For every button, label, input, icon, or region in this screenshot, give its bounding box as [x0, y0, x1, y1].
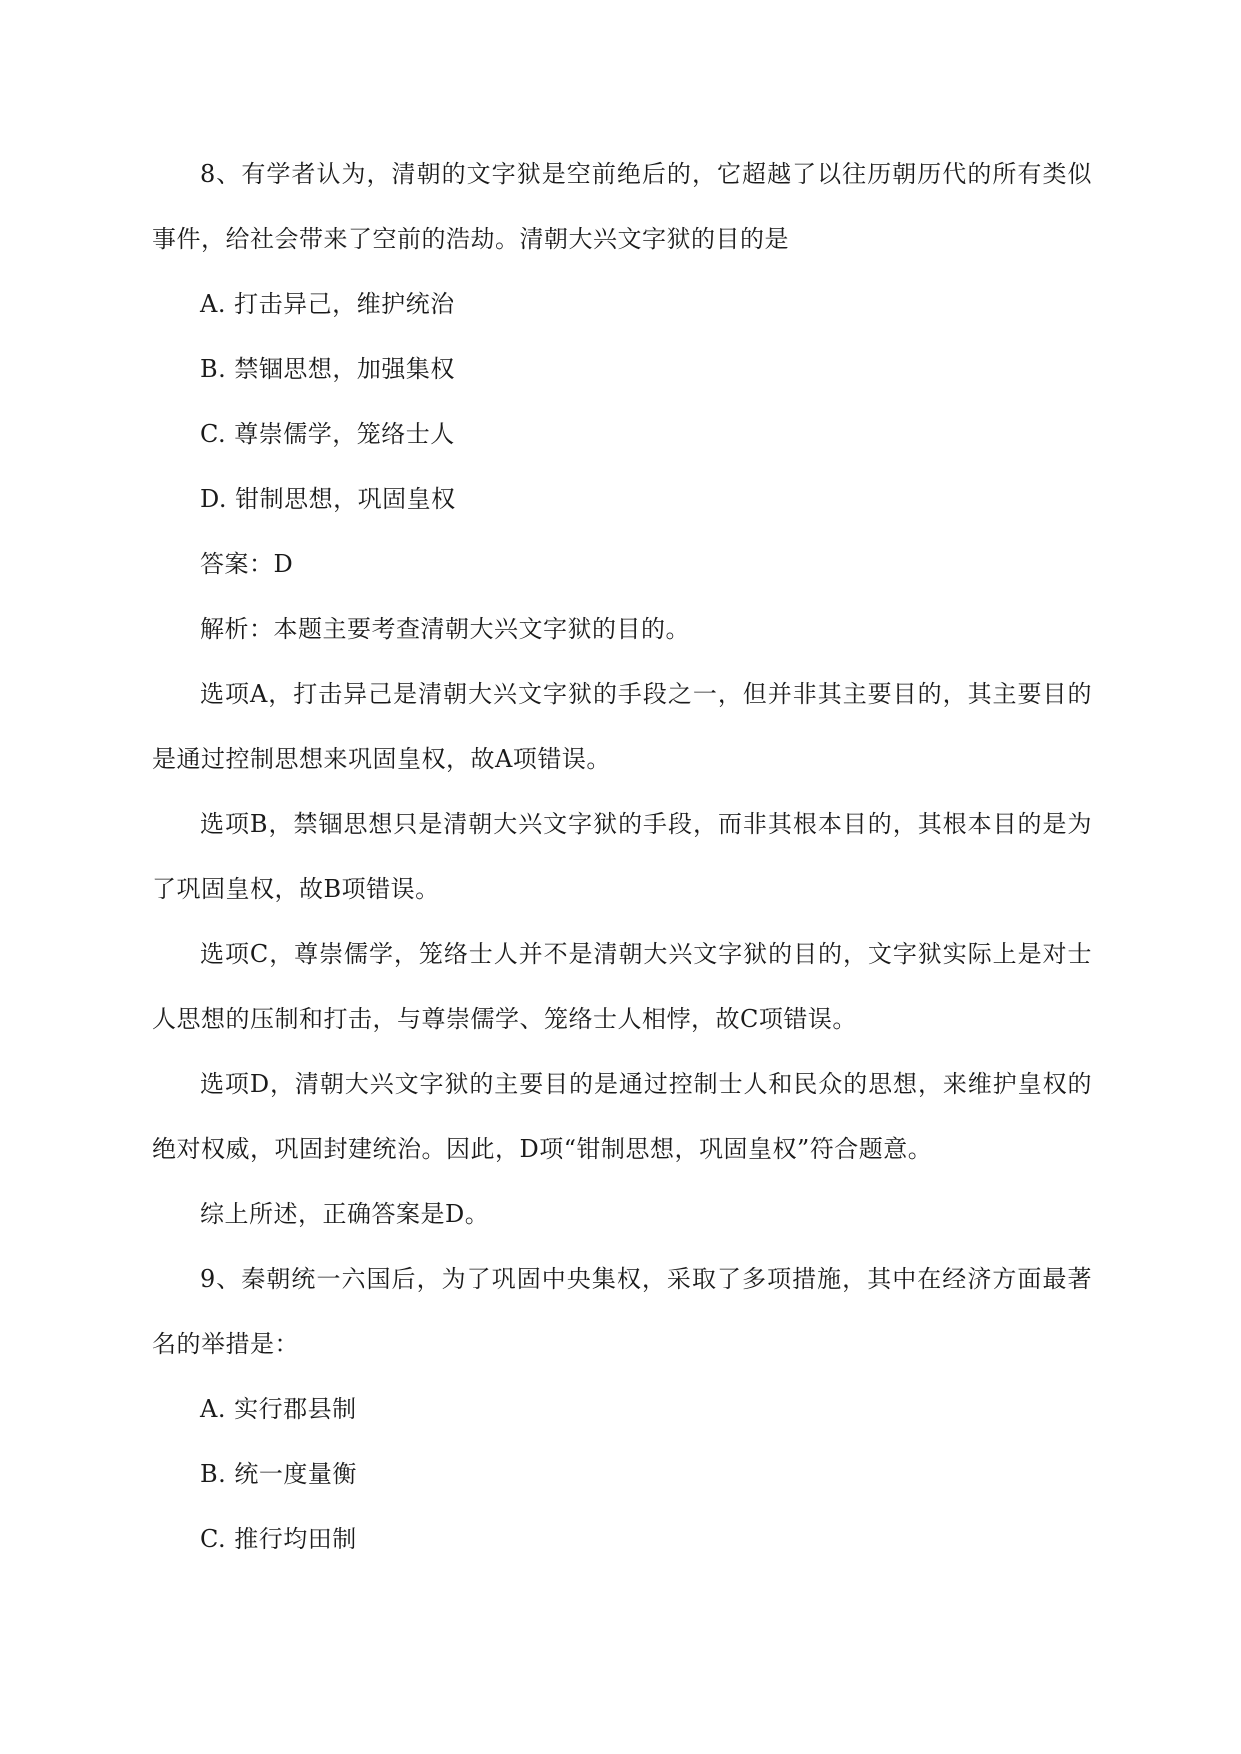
question-9-stem: 9、秦朝统一六国后，为了巩固中央集权，采取了多项措施，其中在经济方面最著名的举措是：: [152, 1265, 1092, 1358]
question-8-explanation-c: 选项C，尊崇儒学，笼络士人并不是清朝大兴文字狱的目的，文字狱实际上是对士人思想的压制和打击，与尊崇儒学、笼络士人相悖，故C项错误。: [152, 940, 1092, 1033]
question-9-option-a: A. 实行郡县制: [200, 1395, 357, 1423]
question-8-option-c: C. 尊崇儒学，笼络士人: [200, 420, 455, 448]
question-8-explanation-d: 选项D，清朝大兴文字狱的主要目的是通过控制士人和民众的思想，来维护皇权的绝对权威，巩固封建统治。因此，D项“钳制思想，巩固皇权”符合题意。: [152, 1070, 1092, 1163]
question-8-explanation-b: 选项B，禁锢思想只是清朝大兴文字狱的手段，而非其根本目的，其根本目的是为了巩固皇权，故B项错误。: [152, 810, 1092, 903]
question-8-explanation-a: 选项A，打击异己是清朝大兴文字狱的手段之一，但并非其主要目的，其主要目的是通过控制思想来巩固皇权，故A项错误。: [152, 680, 1092, 773]
question-8-option-d: D. 钳制思想，巩固皇权: [200, 485, 456, 513]
question-8-option-a: A. 打击异己，维护统治: [200, 290, 455, 318]
question-8-option-b: B. 禁锢思想，加强集权: [200, 355, 455, 383]
document-page: [152, 142, 1092, 1572]
question-8-answer: 答案：D: [200, 550, 294, 578]
question-9-option-b: B. 统一度量衡: [200, 1460, 357, 1488]
question-8-summary: 综上所述，正确答案是D。: [200, 1200, 490, 1228]
question-8-stem: 8、有学者认为，清朝的文字狱是空前绝后的，它超越了以往历朝历代的所有类似事件，给社会带来了空前的浩劫。清朝大兴文字狱的目的是: [152, 160, 1092, 253]
question-9-option-c: C. 推行均田制: [200, 1525, 357, 1553]
question-8-analysis: 解析：本题主要考查清朝大兴文字狱的目的。: [200, 615, 690, 643]
